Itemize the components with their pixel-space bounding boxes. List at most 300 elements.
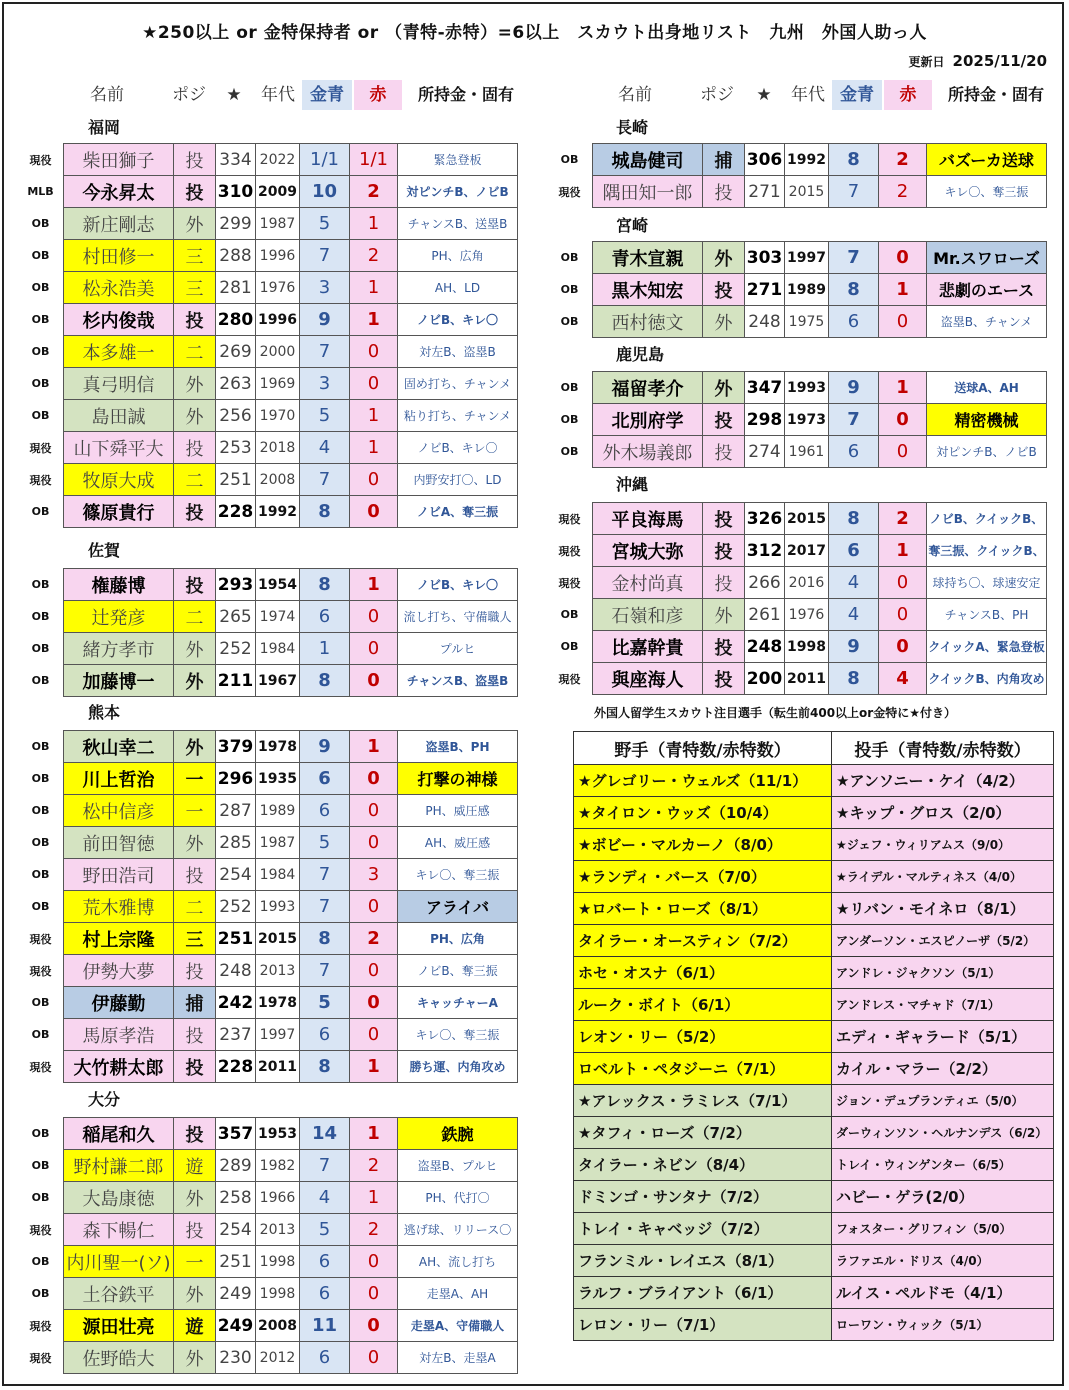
- position-cell: 投: [174, 859, 216, 891]
- star-value: 271: [745, 176, 785, 208]
- star-value: 228: [216, 1051, 256, 1083]
- blue-count: 6: [300, 1342, 350, 1374]
- era-cell: 2015: [256, 923, 300, 955]
- status-cell: OB: [31, 868, 50, 881]
- era-cell: 2011: [785, 663, 829, 695]
- status-cell: MLB: [27, 185, 54, 198]
- position-cell: 一: [174, 1246, 216, 1278]
- player-name: 外木場義郎: [593, 436, 703, 468]
- updated-label: 更新日: [908, 55, 945, 69]
- status-cell: 現役: [29, 1319, 52, 1333]
- status-cell: OB: [31, 505, 50, 518]
- player-table-nagasaki: [547, 143, 1047, 208]
- player-row: [547, 372, 1047, 404]
- status-cell: 現役: [558, 185, 581, 199]
- blue-count: 6: [300, 1246, 350, 1278]
- blue-count: 7: [829, 242, 879, 274]
- red-count: 0: [350, 1310, 398, 1342]
- status-cell: 現役: [558, 576, 581, 590]
- fixed-skills: アライバ: [398, 891, 518, 923]
- player-row: [547, 306, 1047, 338]
- prefecture-label-oita: 大分: [88, 1090, 121, 1109]
- era-cell: 1998: [256, 1278, 300, 1310]
- foreign-row: [574, 861, 1054, 893]
- prefecture-label-okinawa: 沖縄: [616, 475, 649, 494]
- red-count: 0: [879, 599, 927, 631]
- red-count: 0: [879, 631, 927, 663]
- position-cell: 外: [174, 400, 216, 432]
- player-row: [18, 987, 518, 1019]
- star-value: 228: [216, 496, 256, 528]
- status-cell: OB: [31, 217, 50, 230]
- fixed-skills: 緊急登板: [398, 144, 518, 176]
- status-cell: OB: [31, 836, 50, 849]
- fixed-skills: AH、流し打ち: [398, 1246, 518, 1278]
- fixed-skills: 逃げ球、リリース〇: [398, 1214, 518, 1246]
- player-name: 今永昇太: [64, 176, 174, 208]
- player-row: [18, 176, 518, 208]
- star-value: 289: [216, 1150, 256, 1182]
- era-cell: 1975: [785, 306, 829, 338]
- status-cell: OB: [560, 381, 579, 394]
- prefecture-label-nagasaki: 長崎: [616, 118, 649, 137]
- player-row: [18, 1182, 518, 1214]
- star-value: 251: [216, 1246, 256, 1278]
- foreign-fielder: ★ランディ・バース（7/0）: [574, 861, 832, 893]
- era-cell: 2016: [785, 567, 829, 599]
- star-value: 357: [216, 1118, 256, 1150]
- era-cell: 2009: [256, 176, 300, 208]
- player-row: [547, 535, 1047, 567]
- blue-count: 8: [300, 496, 350, 528]
- player-table-miyazaki: [547, 241, 1047, 338]
- foreign-row: [574, 989, 1054, 1021]
- star-value: 242: [216, 987, 256, 1019]
- player-name: 黒木知宏: [593, 274, 703, 306]
- blue-count: 7: [300, 859, 350, 891]
- status-cell: OB: [31, 642, 50, 655]
- player-name: 本多雄一: [64, 336, 174, 368]
- status-cell: OB: [31, 772, 50, 785]
- era-cell: 1978: [256, 731, 300, 763]
- star-value: 310: [216, 176, 256, 208]
- fixed-skills: PH、代打〇: [398, 1182, 518, 1214]
- star-value: 269: [216, 336, 256, 368]
- status-cell: OB: [31, 345, 50, 358]
- blue-count: 7: [829, 176, 879, 208]
- foreign-pitcher: ルイス・ペルドモ（4/1）: [832, 1277, 1054, 1309]
- blue-count: 8: [829, 274, 879, 306]
- star-value: 274: [745, 436, 785, 468]
- fixed-skills: 盗塁B、プルヒ: [398, 1150, 518, 1182]
- era-cell: 2011: [256, 1051, 300, 1083]
- foreign-pitcher: ★キップ・グロス（2/0）: [832, 797, 1054, 829]
- era-cell: 1935: [256, 763, 300, 795]
- star-value: 293: [216, 569, 256, 601]
- star-value: 252: [216, 633, 256, 665]
- blue-count: 5: [300, 208, 350, 240]
- era-cell: 1992: [256, 496, 300, 528]
- red-count: 0: [350, 601, 398, 633]
- red-count: 2: [350, 923, 398, 955]
- era-cell: 1973: [785, 404, 829, 436]
- foreign-pitcher: アンドレス・マチャド（7/1）: [832, 989, 1054, 1021]
- foreign-fielder: レロン・リー（7/1）: [574, 1309, 832, 1341]
- foreign-pitcher: エディ・ギャラード（5/1）: [832, 1021, 1054, 1053]
- era-cell: 2012: [256, 1342, 300, 1374]
- blue-count: 6: [829, 535, 879, 567]
- player-name: 松中信彦: [64, 795, 174, 827]
- position-cell: 二: [174, 336, 216, 368]
- header-name: 名前: [90, 85, 124, 105]
- star-value: 334: [216, 144, 256, 176]
- star-value: 379: [216, 731, 256, 763]
- status-cell: 現役: [29, 1060, 52, 1074]
- fixed-skills: AH、LD: [398, 272, 518, 304]
- blue-count: 8: [300, 1051, 350, 1083]
- star-value: 347: [745, 372, 785, 404]
- blue-count: 9: [300, 731, 350, 763]
- status-cell: OB: [31, 610, 50, 623]
- blue-count: 9: [829, 372, 879, 404]
- blue-count: 7: [300, 240, 350, 272]
- red-count: 2: [350, 176, 398, 208]
- foreign-fielder: レオン・リー（5/2）: [574, 1021, 832, 1053]
- red-count: 1: [879, 372, 927, 404]
- era-cell: 2018: [256, 432, 300, 464]
- red-count: 1: [350, 1051, 398, 1083]
- blue-count: 6: [300, 763, 350, 795]
- header-left: [0, 80, 530, 110]
- red-count: 1: [350, 208, 398, 240]
- foreign-fielder: ★タフィ・ローズ（7/2）: [574, 1117, 832, 1149]
- position-cell: 投: [703, 176, 745, 208]
- red-count: 0: [350, 1019, 398, 1051]
- foreign-pitcher: ★ジェフ・ウィリアムス（9/0）: [832, 829, 1054, 861]
- position-cell: 一: [174, 763, 216, 795]
- player-name: 青木宣親: [593, 242, 703, 274]
- fixed-skills: 鉄腕: [398, 1118, 518, 1150]
- player-row: [18, 763, 518, 795]
- blue-count: 4: [300, 1182, 350, 1214]
- fixed-skills: 送球A、AH: [927, 372, 1047, 404]
- star-value: 299: [216, 208, 256, 240]
- position-cell: 外: [703, 306, 745, 338]
- prefecture-label-fukuoka: 福岡: [88, 118, 121, 137]
- player-row: [18, 240, 518, 272]
- player-name: 金村尚真: [593, 567, 703, 599]
- status-cell: OB: [31, 1159, 50, 1172]
- fixed-skills: PH、威圧感: [398, 795, 518, 827]
- player-name: 城島健司: [593, 144, 703, 176]
- era-cell: 1989: [785, 274, 829, 306]
- player-name: 北別府学: [593, 404, 703, 436]
- player-name: 比嘉幹貴: [593, 631, 703, 663]
- fixed-skills: チャンスB、送塁B: [398, 208, 518, 240]
- red-count: 0: [350, 496, 398, 528]
- player-row: [18, 208, 518, 240]
- position-cell: 外: [703, 599, 745, 631]
- player-name: 土谷鉄平: [64, 1278, 174, 1310]
- player-row: [18, 1150, 518, 1182]
- position-cell: 投: [703, 535, 745, 567]
- blue-count: 4: [300, 432, 350, 464]
- fixed-skills: ノビB、奪三振: [398, 955, 518, 987]
- status-cell: 現役: [558, 544, 581, 558]
- position-cell: 投: [174, 496, 216, 528]
- fixed-skills: キレ〇、奪三振: [398, 859, 518, 891]
- status-cell: OB: [560, 315, 579, 328]
- status-cell: OB: [560, 608, 579, 621]
- player-row: [547, 663, 1047, 695]
- header-pos: ポジ: [700, 85, 734, 105]
- era-cell: 1967: [256, 665, 300, 697]
- fixed-skills: 内野安打〇、LD: [398, 464, 518, 496]
- red-count: 1: [879, 274, 927, 306]
- position-cell: 投: [174, 1118, 216, 1150]
- foreign-pitcher: ★ライデル・マルティネス（4/0）: [832, 861, 1054, 893]
- star-value: 252: [216, 891, 256, 923]
- position-cell: 三: [174, 923, 216, 955]
- foreign-pitcher: ジョン・デュプランティエ（5/0）: [832, 1085, 1054, 1117]
- foreign-pitcher: トレイ・ウィンゲンター（6/5）: [832, 1149, 1054, 1181]
- red-count: 1: [350, 304, 398, 336]
- era-cell: 1970: [256, 400, 300, 432]
- status-cell: OB: [560, 153, 579, 166]
- prefecture-label-miyazaki: 宮崎: [616, 216, 649, 235]
- era-cell: 2008: [256, 1310, 300, 1342]
- fixed-skills: 盗塁B、チャンメ: [927, 306, 1047, 338]
- red-count: 0: [879, 306, 927, 338]
- red-count: 1: [879, 535, 927, 567]
- foreign-pitcher: カイル・マラー（2/2）: [832, 1053, 1054, 1085]
- player-row: [18, 633, 518, 665]
- era-cell: 1993: [785, 372, 829, 404]
- player-name: 荒木雅博: [64, 891, 174, 923]
- status-cell: 現役: [29, 441, 52, 455]
- era-cell: 1984: [256, 859, 300, 891]
- player-name: 野田浩司: [64, 859, 174, 891]
- blue-count: 6: [300, 1278, 350, 1310]
- player-row: [18, 464, 518, 496]
- era-cell: 1976: [256, 272, 300, 304]
- prefecture-label-saga: 佐賀: [88, 541, 121, 560]
- player-row: [547, 436, 1047, 468]
- status-cell: 現役: [29, 153, 52, 167]
- player-row: [18, 432, 518, 464]
- foreign-row: [574, 925, 1054, 957]
- star-value: 303: [745, 242, 785, 274]
- player-name: 秋山幸二: [64, 731, 174, 763]
- red-count: 0: [350, 827, 398, 859]
- red-count: 2: [350, 240, 398, 272]
- position-cell: 投: [703, 404, 745, 436]
- red-count: 0: [879, 242, 927, 274]
- status-cell: OB: [31, 740, 50, 753]
- foreign-pitcher: フォスター・グリフィン（5/0）: [832, 1213, 1054, 1245]
- player-row: [18, 731, 518, 763]
- player-name: 與座海人: [593, 663, 703, 695]
- blue-count: 8: [300, 923, 350, 955]
- status-cell: OB: [31, 674, 50, 687]
- star-value: 266: [745, 567, 785, 599]
- header-star: ★: [756, 85, 772, 105]
- foreign-fielder: ルーク・ボイト（6/1）: [574, 989, 832, 1021]
- status-cell: OB: [31, 996, 50, 1009]
- player-row: [18, 859, 518, 891]
- era-cell: 2008: [256, 464, 300, 496]
- foreign-fielder: ★ロバート・ローズ（8/1）: [574, 893, 832, 925]
- blue-count: 7: [829, 404, 879, 436]
- fixed-skills: 奪三振、クイックB、: [927, 535, 1047, 567]
- blue-count: 11: [300, 1310, 350, 1342]
- page-title: ★250以上 or 金特保持者 or （青特-赤特）=6以上 スカウト出身地リスト 九州 外国人助っ人: [142, 23, 927, 43]
- red-count: 1: [350, 1182, 398, 1214]
- header-fixed: 所持金・固有: [417, 85, 514, 104]
- status-cell: OB: [31, 1127, 50, 1140]
- star-value: 288: [216, 240, 256, 272]
- player-row: [18, 496, 518, 528]
- position-cell: 二: [174, 601, 216, 633]
- position-cell: 投: [174, 432, 216, 464]
- position-cell: 投: [703, 274, 745, 306]
- star-value: 298: [745, 404, 785, 436]
- position-cell: 投: [174, 1019, 216, 1051]
- player-row: [18, 1278, 518, 1310]
- header-pos: ポジ: [172, 85, 206, 105]
- player-row: [18, 891, 518, 923]
- position-cell: 二: [174, 464, 216, 496]
- foreign-header-pitchers: 投手（青特数/赤特数）: [832, 732, 1054, 765]
- status-cell: OB: [31, 409, 50, 422]
- era-cell: 1978: [256, 987, 300, 1019]
- fixed-skills: ノビB、キレ〇: [398, 304, 518, 336]
- blue-count: 6: [300, 1019, 350, 1051]
- star-value: 200: [745, 663, 785, 695]
- foreign-pitcher: ラファエル・ドリス（4/0）: [832, 1245, 1054, 1277]
- blue-count: 8: [829, 144, 879, 176]
- era-cell: 1982: [256, 1150, 300, 1182]
- status-cell: OB: [560, 445, 579, 458]
- position-cell: 外: [174, 1182, 216, 1214]
- foreign-pitcher: ダーウィンソン・ヘルナンデス（6/2）: [832, 1117, 1054, 1149]
- fixed-skills: 対左B、走塁A: [398, 1342, 518, 1374]
- fixed-skills: ノビB、キレ〇: [398, 569, 518, 601]
- updated-value: 2025/11/20: [952, 52, 1047, 70]
- status-cell: 現役: [29, 473, 52, 487]
- red-count: 1: [350, 731, 398, 763]
- fixed-skills: 走塁A、守備職人: [398, 1310, 518, 1342]
- red-count: 4: [879, 663, 927, 695]
- position-cell: 投: [174, 144, 216, 176]
- fixed-skills: 悲劇のエース: [927, 274, 1047, 306]
- player-row: [547, 599, 1047, 631]
- foreign-row: [574, 797, 1054, 829]
- foreign-row: [574, 829, 1054, 861]
- status-cell: OB: [31, 1191, 50, 1204]
- foreign-row: [574, 893, 1054, 925]
- player-row: [547, 176, 1047, 208]
- foreign-fielder: タイラー・オースティン（7/2）: [574, 925, 832, 957]
- player-name: 平良海馬: [593, 503, 703, 535]
- star-value: 248: [745, 306, 785, 338]
- era-cell: 1996: [256, 304, 300, 336]
- player-name: 源田壮亮: [64, 1310, 174, 1342]
- blue-count: 6: [300, 601, 350, 633]
- player-name: 宮城大弥: [593, 535, 703, 567]
- blue-count: 3: [300, 272, 350, 304]
- foreign-row: [574, 957, 1054, 989]
- foreign-row: [574, 1277, 1054, 1309]
- foreign-header-fielders: 野手（青特数/赤特数）: [574, 732, 832, 765]
- position-cell: 投: [174, 955, 216, 987]
- fixed-skills: 勝ち運、内角攻め: [398, 1051, 518, 1083]
- position-cell: 投: [703, 436, 745, 468]
- position-cell: 三: [174, 240, 216, 272]
- foreign-table: [573, 731, 1054, 1341]
- position-cell: 捕: [703, 144, 745, 176]
- fixed-skills: Mr.スワローズ: [927, 242, 1047, 274]
- red-count: 0: [350, 665, 398, 697]
- fixed-skills: ノビB、クイックB、: [927, 503, 1047, 535]
- star-value: 258: [216, 1182, 256, 1214]
- blue-count: 8: [300, 569, 350, 601]
- foreign-pitcher: ★アンソニー・ケイ（4/2）: [832, 765, 1054, 797]
- status-cell: OB: [560, 283, 579, 296]
- position-cell: 投: [703, 663, 745, 695]
- star-value: 280: [216, 304, 256, 336]
- player-name: 大竹耕太郎: [64, 1051, 174, 1083]
- red-count: 1: [350, 400, 398, 432]
- star-value: 281: [216, 272, 256, 304]
- red-count: 2: [879, 503, 927, 535]
- red-count: 2: [350, 1214, 398, 1246]
- status-cell: OB: [31, 249, 50, 262]
- red-count: 1: [350, 432, 398, 464]
- player-name: 伊勢大夢: [64, 955, 174, 987]
- era-cell: 1989: [256, 795, 300, 827]
- position-cell: 外: [174, 827, 216, 859]
- star-value: 287: [216, 795, 256, 827]
- era-cell: 2000: [256, 336, 300, 368]
- era-cell: 1961: [785, 436, 829, 468]
- fixed-skills: プルヒ: [398, 633, 518, 665]
- era-cell: 1997: [256, 1019, 300, 1051]
- foreign-fielder: ドミンゴ・サンタナ（7/2）: [574, 1181, 832, 1213]
- header-right: [528, 80, 1058, 110]
- star-value: 312: [745, 535, 785, 567]
- prefecture-label-kagoshima: 鹿児島: [616, 345, 665, 364]
- blue-count: 9: [829, 631, 879, 663]
- player-name: 牧原大成: [64, 464, 174, 496]
- blue-count: 6: [829, 436, 879, 468]
- red-count: 0: [350, 987, 398, 1019]
- header-blue: 金青: [302, 80, 352, 110]
- fixed-skills: ノビA、奪三振: [398, 496, 518, 528]
- blue-count: 7: [300, 955, 350, 987]
- player-name: 辻発彦: [64, 601, 174, 633]
- status-cell: 現役: [29, 932, 52, 946]
- blue-count: 7: [300, 1150, 350, 1182]
- player-row: [18, 336, 518, 368]
- player-row: [18, 272, 518, 304]
- player-name: 隅田知一郎: [593, 176, 703, 208]
- position-cell: 三: [174, 272, 216, 304]
- fixed-skills: クイックB、内角攻め: [927, 663, 1047, 695]
- star-value: 296: [216, 763, 256, 795]
- foreign-row: [574, 1117, 1054, 1149]
- player-name: 森下暢仁: [64, 1214, 174, 1246]
